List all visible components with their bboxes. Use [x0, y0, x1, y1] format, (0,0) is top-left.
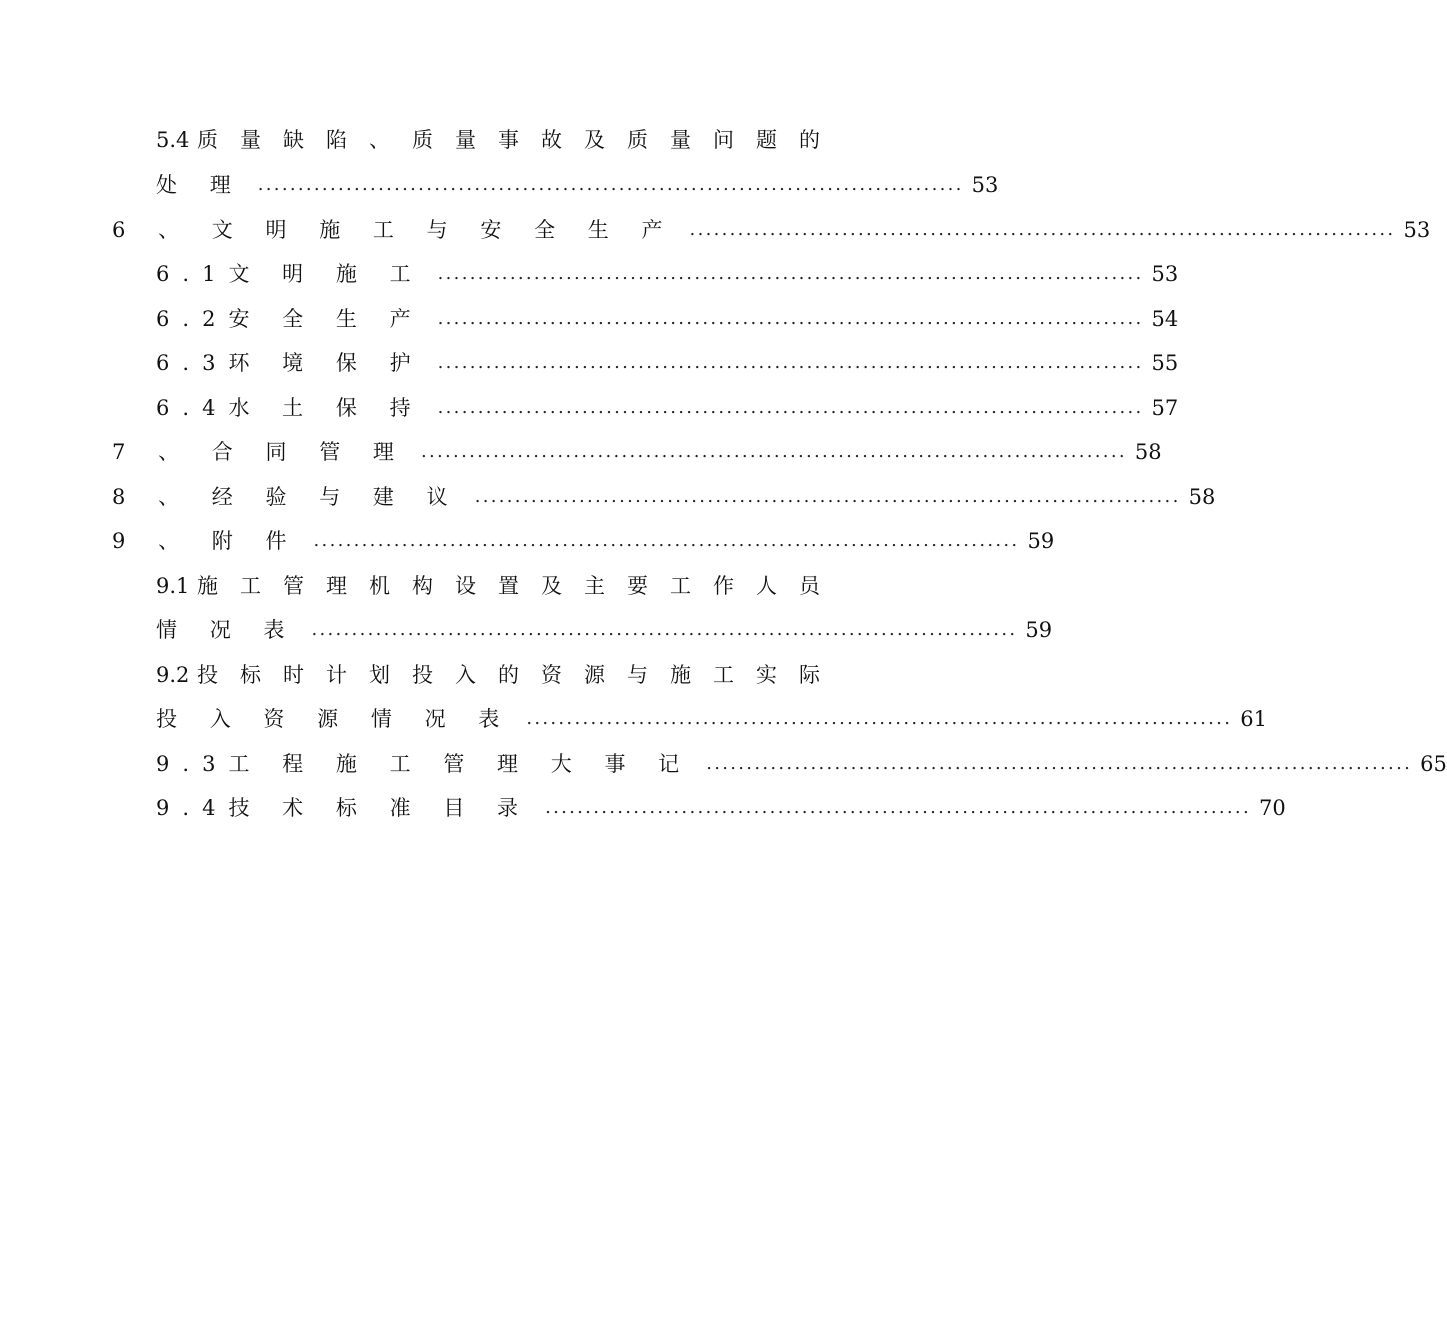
toc-entry-6-3[interactable] — [156, 348, 1179, 378]
toc-entry-9-1-line1[interactable] — [156, 571, 820, 601]
toc-entry-6-4[interactable] — [156, 393, 1179, 423]
toc-entry-7[interactable] — [112, 437, 1162, 467]
toc-leader-dots: ........................................................................................ — [437, 397, 1144, 418]
toc-entry-9-2-line2[interactable] — [156, 704, 1267, 734]
toc-page-number: 70 — [1258, 796, 1286, 820]
toc-page-number: 61 — [1240, 707, 1267, 731]
toc-entry-title: 6.1文 明 施 工 — [156, 262, 424, 286]
toc-entry-title: 9.4技 术 标 准 目 录 — [156, 796, 532, 820]
toc-leader-dots: ........................................................................................ — [526, 708, 1233, 729]
toc-entry-8[interactable] — [112, 482, 1216, 512]
toc-entry-5-4-line2[interactable] — [156, 170, 999, 200]
toc-entry-title: 情 况 表 — [156, 618, 298, 642]
toc-page-number: 54 — [1151, 307, 1179, 331]
toc-entry-title: 6.4水 土 保 持 — [156, 396, 424, 420]
toc-leader-dots: ........................................................................................ — [437, 263, 1144, 284]
toc-entry-title: 9.2投 标 时 计 划 投 入 的 资 源 与 施 工 实 际 — [156, 663, 820, 687]
toc-page-number: 53 — [1151, 262, 1179, 286]
toc-page-number: 55 — [1151, 351, 1179, 375]
toc-leader-dots: ........................................................................................ — [313, 530, 1020, 551]
toc-leader-dots: ........................................................................................ — [474, 486, 1181, 507]
toc-leader-dots: ........................................................................................ — [437, 352, 1144, 373]
toc-entry-9-4[interactable] — [156, 793, 1286, 823]
toc-entry-title: 投 入 资 源 情 况 表 — [156, 707, 513, 731]
toc-entry-title: 6.2安 全 生 产 — [156, 307, 424, 331]
toc-leader-dots: ........................................................................................ — [311, 619, 1018, 640]
toc-entry-6-1[interactable] — [156, 259, 1179, 289]
toc-entry-9-3[interactable] — [156, 749, 1447, 779]
toc-leader-dots: ........................................................................................ — [257, 174, 964, 195]
toc-entry-9-2-line1[interactable] — [156, 660, 820, 690]
toc-leader-dots: ........................................................................................ — [689, 219, 1396, 240]
toc-leader-dots: ........................................................................................ — [437, 308, 1144, 329]
toc-entry-title: 9.3工 程 施 工 管 理 大 事 记 — [156, 752, 693, 776]
toc-page-number: 58 — [1134, 440, 1162, 464]
toc-entry-title: 5.4质 量 缺 陷 、 质 量 事 故 及 质 量 问 题 的 — [156, 128, 820, 152]
toc-entry-6-2[interactable] — [156, 304, 1179, 334]
toc-page-number: 65 — [1420, 752, 1447, 776]
toc-page-number: 57 — [1151, 396, 1179, 420]
toc-entry-title: 7 、 合 同 管 理 — [112, 440, 407, 464]
toc-entry-title: 8 、 经 验 与 建 议 — [112, 485, 461, 509]
toc-page-number: 59 — [1027, 529, 1055, 553]
toc-entry-title: 9.1施 工 管 理 机 构 设 置 及 主 要 工 作 人 员 — [156, 574, 820, 598]
toc-entry-title: 6.3环 境 保 护 — [156, 351, 424, 375]
toc-entry-title: 6 、 文 明 施 工 与 安 全 生 产 — [112, 218, 676, 242]
toc-entry-9-1-line2[interactable] — [156, 615, 1053, 645]
toc-page-number: 53 — [971, 173, 999, 197]
toc-entry-6[interactable] — [112, 215, 1431, 245]
toc-leader-dots: ........................................................................................ — [545, 797, 1251, 818]
toc-leader-dots: ........................................................................................ — [420, 441, 1127, 462]
toc-page-number: 58 — [1188, 485, 1216, 509]
toc-leader-dots: ........................................................................................ — [706, 753, 1413, 774]
toc-entry-5-4-line1[interactable] — [156, 125, 820, 155]
toc-entry-title: 处 理 — [156, 173, 244, 197]
toc-page-number: 59 — [1025, 618, 1053, 642]
toc-entry-9[interactable] — [112, 526, 1055, 556]
toc-page-number: 53 — [1403, 218, 1431, 242]
toc-entry-title: 9 、 附 件 — [112, 529, 300, 553]
